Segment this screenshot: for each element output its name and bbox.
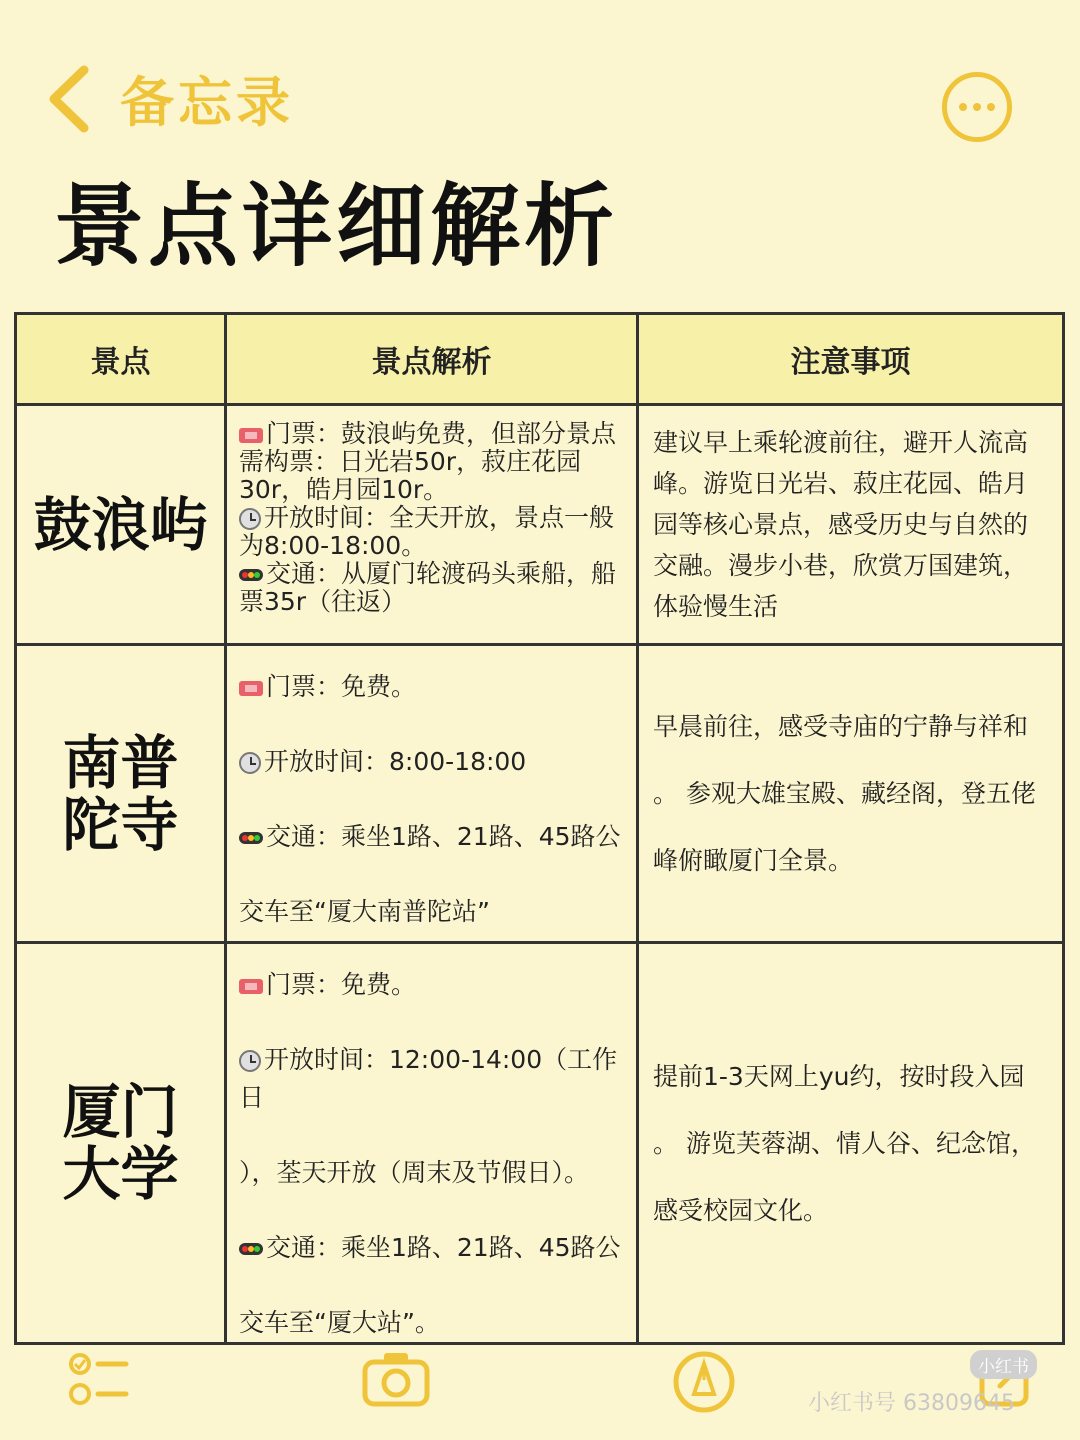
transport-text: 交通：从厦门轮渡码头乘船，船票35r（往返）: [239, 559, 617, 616]
transport-line: [239, 560, 626, 616]
transport-line: [239, 818, 626, 856]
attractions-table: [14, 312, 1065, 1345]
header-analysis: 景点解析: [226, 314, 638, 405]
page-title: 景点详细解析: [54, 174, 618, 279]
attraction-notes: [638, 645, 1064, 943]
checklist-icon: [68, 1350, 130, 1408]
traffic-light-icon: [239, 832, 263, 844]
more-dots-icon: [973, 103, 981, 111]
ticket-text: 门票：免费。: [266, 970, 417, 999]
header: [0, 0, 1080, 160]
attraction-analysis: [226, 405, 638, 645]
pen-icon: [672, 1350, 736, 1414]
clock-icon: [239, 752, 261, 774]
table-row: [16, 405, 1064, 645]
notes-line: 峰俯瞰厦门全景。: [653, 846, 854, 875]
watermark-text: 小红书号 63809645: [808, 1391, 1015, 1416]
transport-line-cont: 交车至“厦大站”。: [239, 1308, 440, 1337]
clock-icon: [239, 508, 261, 530]
ticket-text: 门票：免费。: [266, 672, 417, 701]
notes-line: 。 游览芙蓉湖、情人谷、纪念馆，: [653, 1128, 1036, 1158]
notes-line: 早晨前往，感受寺庙的宁静与祥和: [653, 712, 1029, 741]
notes-line: 。 参观大雄宝殿、藏经阁，登五佬: [653, 779, 1036, 808]
ticket-line: [239, 966, 626, 1004]
attraction-analysis: [226, 943, 638, 1344]
checklist-button[interactable]: [68, 1350, 130, 1412]
attraction-name-line: 大学: [62, 1140, 179, 1208]
more-dots-icon: [959, 103, 967, 111]
ticket-icon: [239, 681, 263, 696]
attraction-name: [16, 405, 226, 645]
header-attraction: 景点: [16, 314, 226, 405]
traffic-light-icon: [239, 1243, 263, 1255]
transport-text: 交通：乘坐1路、21路、45路公: [266, 822, 621, 851]
hours-text: 开放时间：8:00-18:00: [264, 747, 527, 776]
attraction-analysis: [226, 645, 638, 943]
notes-text: 建议早上乘轮渡前往，避开人流高峰。游览日光岩、菽庄花园、皓月园等核心景点，感受历史与自然的交融。漫步小巷，欣赏万国建筑，体验慢生活: [653, 428, 1029, 621]
camera-icon: [362, 1350, 430, 1408]
attraction-name-line: 南普: [62, 728, 179, 797]
camera-button[interactable]: [362, 1350, 430, 1412]
attraction-name-line: 厦门: [62, 1078, 179, 1146]
back-label: 备忘录: [120, 71, 294, 134]
transport-text: 交通：乘坐1路、21路、45路公: [266, 1233, 621, 1262]
ticket-line: [239, 420, 626, 504]
clock-icon: [239, 1050, 261, 1072]
attraction-name-line: 陀寺: [62, 790, 179, 859]
hours-line-cont: ），荃天开放（周末及节假日）。: [239, 1158, 590, 1187]
attraction-notes: [638, 943, 1064, 1344]
transport-line: [239, 1229, 626, 1267]
notes-line: 感受校园文化。: [653, 1195, 829, 1225]
table-row: [16, 645, 1064, 943]
more-options-button[interactable]: [942, 72, 1012, 142]
traffic-light-icon: [239, 569, 263, 581]
transport-line-cont: 交车至“厦大南普陀站”: [239, 897, 490, 926]
hours-text: 开放时间：全天开放，景点一般为8:00-18:00。: [239, 503, 615, 560]
chevron-left-icon: [44, 64, 94, 134]
hours-line: [239, 1041, 626, 1117]
attraction-name: [16, 645, 226, 943]
more-dots-icon: [987, 103, 995, 111]
hours-text: 开放时间：12:00-14:00（工作日: [239, 1045, 618, 1112]
hours-line: [239, 743, 626, 781]
back-button[interactable]: [44, 60, 294, 137]
attraction-name-line: 鼓浪屿: [33, 490, 208, 559]
attraction-notes: [638, 405, 1064, 645]
notes-line: 提前1-3天网上yu约，按时段入园: [653, 1061, 1025, 1091]
ticket-text: 门票：鼓浪屿免费，但部分景点需构票：日光岩50r，菽庄花园30r，皓月园10r。: [239, 419, 617, 504]
ticket-icon: [239, 979, 263, 994]
hours-line: [239, 504, 626, 560]
bottom-toolbar: [0, 1320, 1080, 1440]
markup-button[interactable]: [672, 1350, 736, 1418]
watermark-badge: 小红书: [970, 1350, 1037, 1379]
header-notes: 注意事项: [638, 314, 1064, 405]
table-header-row: [16, 314, 1064, 405]
ticket-line: [239, 668, 626, 706]
table-row: [16, 943, 1064, 1344]
ticket-icon: [239, 428, 263, 443]
attraction-name: [16, 943, 226, 1344]
